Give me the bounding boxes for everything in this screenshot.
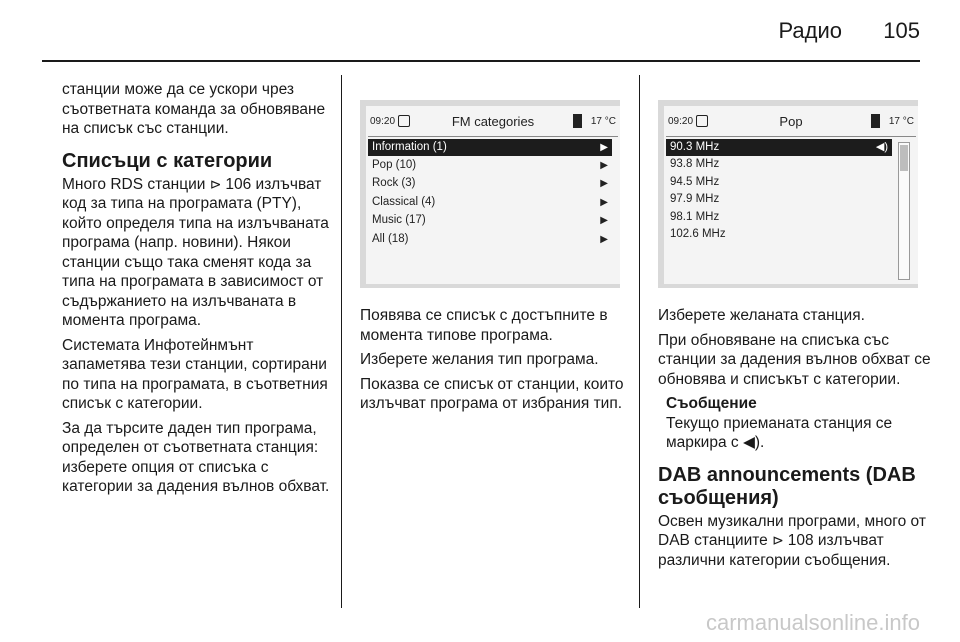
text: излъчват код за типа на програмата (PTY), който определя типа на излъчваната програма (напр. новини). Някои станции също така сменят кода за типа на програмата в зависимост от съдържанието на излъчваната в момента програма.: [62, 175, 329, 329]
paragraph: Системата Инфотейнмънт запаметява тези станции, сортирани по типа на програмата, в съответния списък с категории.: [62, 336, 328, 412]
section-title: Радио: [778, 18, 842, 43]
list-item[interactable]: [368, 212, 612, 229]
status-bar: [366, 106, 620, 136]
column-divider-1: [341, 75, 342, 608]
chevron-right-icon: ▶: [600, 142, 608, 153]
paragraph: Изберете желания тип програма.: [360, 351, 599, 368]
list-item-label: Information (1): [372, 141, 447, 153]
scrollbar-thumb[interactable]: [900, 145, 908, 171]
speaker-icon: ◀): [875, 141, 888, 153]
list-item[interactable]: [368, 231, 612, 248]
paragraph: Изберете желаната станция.: [658, 307, 865, 324]
page-reference: 108: [787, 532, 814, 549]
paragraph: [658, 512, 948, 571]
list-item-label: Music (17): [372, 214, 426, 226]
text: излъчват различни категории съобщения.: [658, 532, 891, 569]
screenshot-pop-stations: [658, 100, 918, 288]
list-item[interactable]: [368, 194, 612, 211]
text: Текущо приеманата станция се маркира с: [666, 414, 893, 451]
screen-title: FM categories: [451, 114, 535, 129]
chevron-right-icon: ▶: [600, 160, 608, 171]
screen-title: Pop: [779, 114, 803, 129]
status-divider: [368, 136, 618, 137]
chevron-right-icon: ▶: [600, 197, 608, 208]
paragraph: [62, 175, 332, 331]
display-screen: [366, 106, 620, 284]
clock-time: 09:20: [370, 116, 396, 127]
list-item[interactable]: [666, 156, 892, 173]
page-header: [0, 0, 960, 62]
note-text: [666, 414, 948, 453]
paragraph: станции може да се ускори чрез съответната команда за обновяване на списък със станции.: [62, 81, 326, 137]
list-item[interactable]: [368, 175, 612, 192]
list-item[interactable]: [666, 209, 892, 226]
reference-arrow-icon: ⊳: [209, 175, 226, 192]
paragraph: Показва се списък от станции, които излъчват програма от избрания тип.: [360, 375, 624, 412]
text: Много RDS станции: [62, 175, 210, 193]
list-item-label: 102.6 MHz: [670, 228, 726, 240]
list-item[interactable]: [666, 174, 892, 191]
list-item-label: 93.8 MHz: [670, 158, 720, 170]
thermometer-icon: [871, 114, 880, 128]
column-1: [62, 80, 332, 502]
text: Освен музикални програми, много от DAB станциите: [658, 512, 926, 549]
page-reference: 106: [225, 175, 252, 193]
list-item[interactable]: [368, 139, 612, 156]
status-divider: [666, 136, 916, 137]
speaker-icon: ◀): [742, 434, 761, 451]
chevron-right-icon: ▶: [600, 234, 608, 245]
screenshot-fm-categories: [360, 100, 620, 288]
list-item[interactable]: [666, 139, 892, 156]
list-item-label: Rock (3): [372, 177, 416, 189]
list-item-label: Pop (10): [372, 159, 417, 171]
list-item-label: Classical (4): [372, 196, 436, 208]
list-item-label: 90.3 MHz: [670, 141, 720, 153]
status-bar: [664, 106, 918, 136]
list-item-label: 94.5 MHz: [670, 176, 720, 188]
list-item[interactable]: [368, 157, 612, 174]
section-heading: DAB announcements (DAB съобщения): [658, 463, 916, 509]
list-item-label: 97.9 MHz: [670, 193, 720, 205]
list-item[interactable]: [666, 191, 892, 208]
list-item-label: 98.1 MHz: [670, 211, 720, 223]
list-item[interactable]: [666, 226, 892, 243]
temperature: 17 °C: [590, 116, 616, 127]
column-3: [658, 306, 948, 575]
page-number: 105: [883, 18, 920, 43]
reference-arrow-icon: ⊳: [772, 532, 788, 548]
chevron-right-icon: ▶: [600, 178, 608, 189]
text: .: [760, 434, 765, 451]
watermark: carmanualsonline.info: [705, 610, 920, 635]
paragraph: При обновяване на списъка със станции за дадения вълнов обхват се обновява и списъкът с категории.: [658, 331, 931, 388]
section-heading: Списъци с категории: [62, 149, 273, 172]
thermometer-icon: [573, 114, 582, 128]
scrollbar[interactable]: [898, 142, 910, 280]
clock-time: 09:20: [668, 116, 694, 127]
column-2: [360, 306, 630, 419]
paragraph: Появява се списък с достъпните в момента типове програма.: [360, 307, 608, 344]
list-item-label: All (18): [372, 233, 409, 245]
display-screen: [664, 106, 918, 284]
header-divider: [42, 60, 920, 62]
temperature: 17 °C: [888, 116, 914, 127]
note-box: [658, 394, 948, 453]
note-title: Съобщение: [666, 395, 757, 412]
chevron-right-icon: ▶: [600, 215, 608, 226]
column-divider-2: [639, 75, 640, 608]
paragraph: За да търсите даден тип програма, определен от съответната станция: изберете опция от списъка с категории за дадения вълнов обхват.: [62, 419, 330, 495]
